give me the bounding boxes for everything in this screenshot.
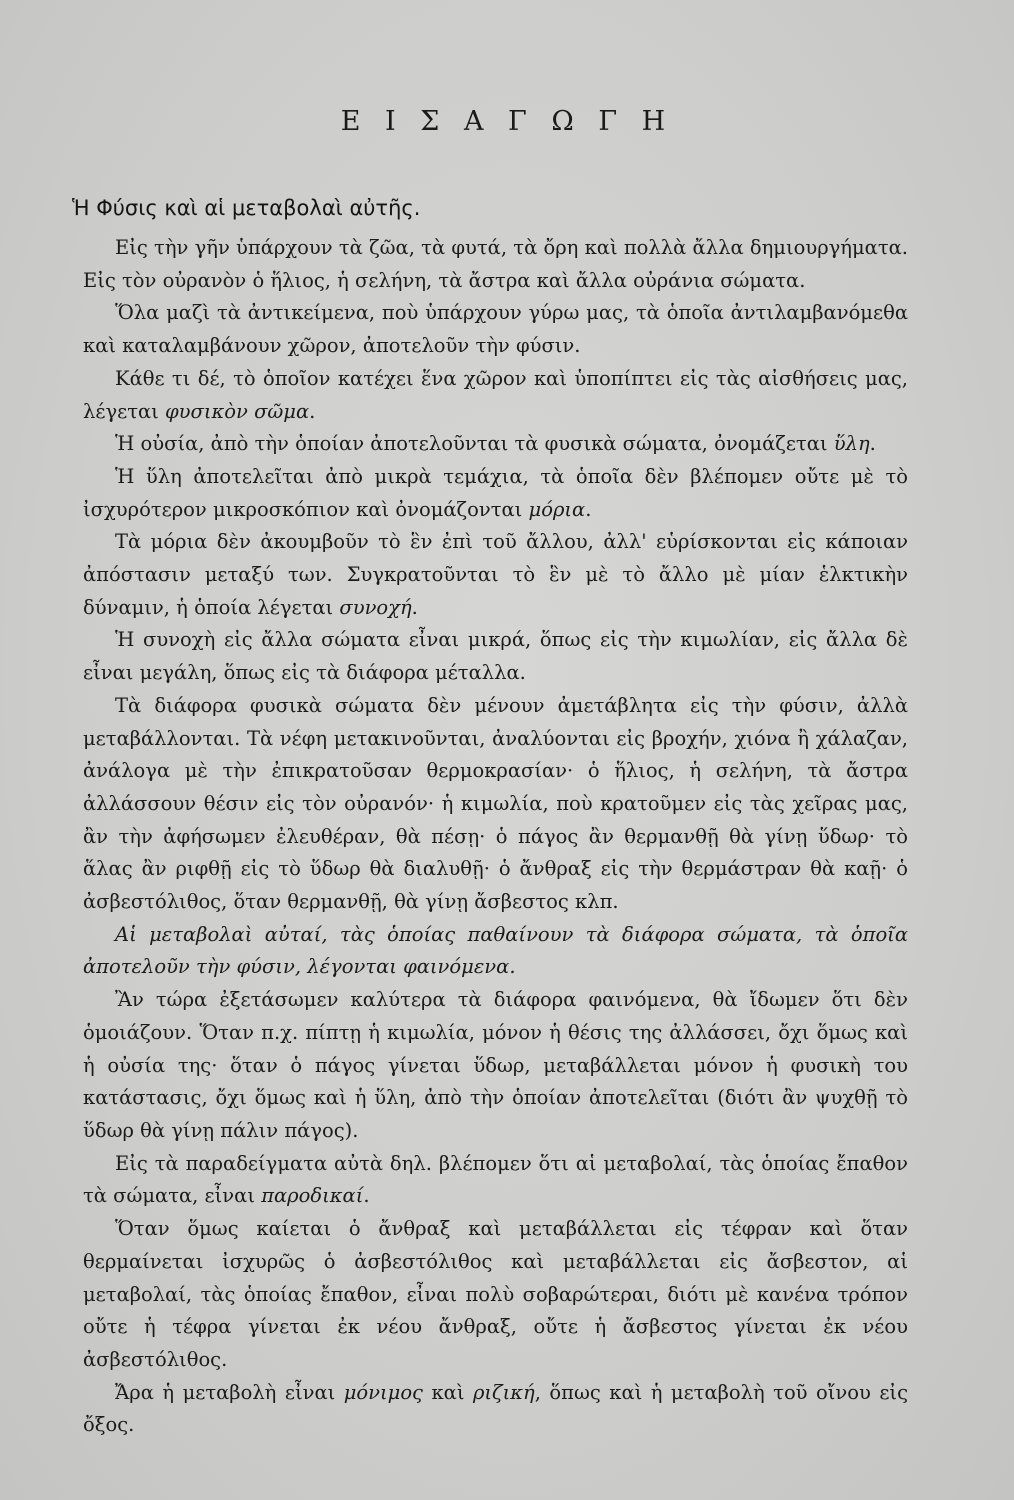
paragraph-text: , ὅπως καὶ ἡ μεταβολὴ τοῦ οἴνου εἰς ὄξος. [83,1380,908,1437]
defined-term: ὕλη [833,432,870,456]
defined-term: ριζική [472,1380,535,1404]
paragraph-text: Ἡ ὕλη ἀποτελεῖται ἀπὸ μικρὰ τεμάχια, τὰ ὁποῖα δὲν βλέπομεν οὔτε μὲ τὸ ἰσχυρότερον μικροσκόπιον καὶ ὀνομάζονται [83,464,908,521]
paragraph-text: Εἰς τὰ παραδείγματα αὐτὰ δηλ. βλέπομεν ὅτι αἱ μεταβολαί, τὰς ὁποίας ἔπαθον τὰ σώματα, εἶναι [83,1151,908,1208]
paragraph-4 [83,428,908,461]
paragraph-text: Ἡ οὐσία, ἀπὸ τὴν ὁποίαν ἀποτελοῦνται τὰ φυσικὰ σώματα, ὀνομάζεται [115,432,834,456]
paragraph-text: Τὰ μόρια δὲν ἀκουμβοῦν τὸ ἓν ἐπὶ τοῦ ἄλλου, ἀλλ' εὑρίσκονται εἰς κάποιαν ἀπόστασιν μεταξύ των. Συγκρατοῦνται τὸ ἓν μὲ τὸ ἄλλο μὲ μίαν ἑλκτικὴν δύναμιν, ἡ ὁποία λέγεται [83,530,908,619]
paragraph-1: Εἰς τὴν γῆν ὑπάρχουν τὰ ζῶα, τὰ φυτά, τὰ ὄρη καὶ πολλὰ ἄλλα δημιουργήματα. Εἰς τὸν οὐρανὸν ὁ ἥλιος, ἡ σελήνη, τὰ ἄστρα καὶ ἄλλα οὐράνια σώματα. [83,236,908,292]
paragraph-text: καὶ [422,1380,473,1404]
paragraph-5 [83,461,908,526]
paragraph-text: Κάθε τι δέ, τὸ ὁποῖον κατέχει ἕνα χῶρον καὶ ὑποπίπτει εἰς τὰς αἰσθήσεις μας, λέγεται [83,366,908,423]
paragraph-text: . [585,497,592,521]
paragraph-11 [83,1148,908,1213]
paragraph-text: . [309,399,316,423]
defined-term: παροδικαί [261,1184,364,1208]
paragraph-9: Αἱ μεταβολαὶ αὐταί, τὰς ὁποίας παθαίνουν τὰ διάφορα σώματα, τὰ ὁποῖα ἀποτελοῦν τὴν φύσιν, λέγονται φαινόμενα. [83,922,908,979]
defined-term: συνοχή [339,595,412,619]
paragraph-10: Ἂν τώρα ἐξετάσωμεν καλύτερα τὰ διάφορα φαινόμενα, θὰ ἴδωμεν ὅτι δὲν ὁμοιάζουν. Ὅταν π.χ. πίπτῃ ἡ κιμωλία, μόνον ἡ θέσις της ἀλλάσσει, ὄχι ὅμως καὶ ἡ οὐσία της· ὅταν ὁ πάγος γίνεται ὕδωρ, μεταβάλλεται μόνον ἡ φυσικὴ του κατάστασις, ὄχι ὅμως καὶ ἡ ὕλη, ἀπὸ τὴν ὁποίαν ἀποτελεῖται (διότι ἂν ψυχθῇ τὸ ὕδωρ θὰ γίνῃ πάλιν πάγος). [83,988,908,1142]
paragraph-2: Ὅλα μαζὶ τὰ ἀντικείμενα, ποὺ ὑπάρχουν γύρω μας, τὰ ὁποῖα ἀντιλαμβανόμεθα καὶ καταλαμβάνουν χῶρον, ἀποτελοῦν τὴν φύσιν. [83,301,908,358]
paragraph-12: Ὅταν ὅμως καίεται ὁ ἄνθραξ καὶ μεταβάλλεται εἰς τέφραν καὶ ὅταν θερμαίνεται ἰσχυρῶς ὁ ἀσβεστόλιθος καὶ μεταβάλλεται εἰς ἄσβεστον, αἱ μεταβολαί, τὰς ὁποίας ἔπαθον, εἶναι πολὺ σοβαρώτεραι, διότι μὲ κανένα τρόπον οὔτε ἡ τέφρα γίνεται ἐκ νέου ἄνθραξ, οὔτε ἡ ἄσβεστος γίνεται ἐκ νέου ἀσβεστόλιθος. [83,1217,908,1371]
paragraph-text: Ἄρα ἡ μεταβολὴ εἶναι [115,1380,344,1404]
page-title: Ε Ι Σ Α Γ Ω Γ Η [340,106,674,137]
paragraph-13 [83,1377,908,1442]
paragraph-3 [83,363,908,428]
defined-term: μόνιμος [343,1380,423,1404]
defined-term: μόρια [528,497,586,521]
defined-term: φυσικὸν σῶμα [165,399,310,423]
paragraph-8: Τὰ διάφορα φυσικὰ σώματα δὲν μένουν ἀμετάβλητα εἰς τὴν φύσιν, ἀλλὰ μεταβάλλονται. Τὰ νέφη μετακινοῦνται, ἀναλύονται εἰς βροχήν, χιόνα ἢ χάλαζαν, ἀνάλογα μὲ τὴν ἐπικρατοῦσαν θερμοκρασίαν· ὁ ἥλιος, ἡ σελήνη, τὰ ἄστρα ἀλλάσσουν θέσιν εἰς τὸν οὐρανόν· ἡ κιμωλία, ποὺ κρατοῦμεν εἰς τὰς χεῖρας μας, ἂν τὴν ἀφήσωμεν ἐλευθέραν, θὰ πέσῃ· ὁ πάγος ἂν θερμανθῇ θὰ γίνῃ ὕδωρ· τὸ ἅλας ἂν ριφθῇ εἰς τὸ ὕδωρ θὰ διαλυθῇ· ὁ ἄνθραξ εἰς τὴν θερμάστραν θὰ καῇ· ὁ ἀσβεστόλιθος, ὅταν θερμανθῇ, θὰ γίνῃ ἄσβεστος κλπ. [83,693,908,914]
paragraph-text: . [869,432,876,456]
body-text [83,232,908,1442]
paragraph-6 [83,526,908,624]
paragraph-text: . [411,595,418,619]
paragraph-7: Ἡ συνοχὴ εἰς ἄλλα σώματα εἶναι μικρά, ὅπως εἰς τὴν κιμωλίαν, εἰς ἄλλα δὲ εἶναι μεγάλη, ὅπως εἰς τὰ διάφορα μέταλλα. [83,628,908,685]
section-heading: Ἡ Φύσις καὶ αἱ μεταβολαὶ αὐτῆς. [72,196,421,220]
paragraph-text: . [363,1184,370,1208]
